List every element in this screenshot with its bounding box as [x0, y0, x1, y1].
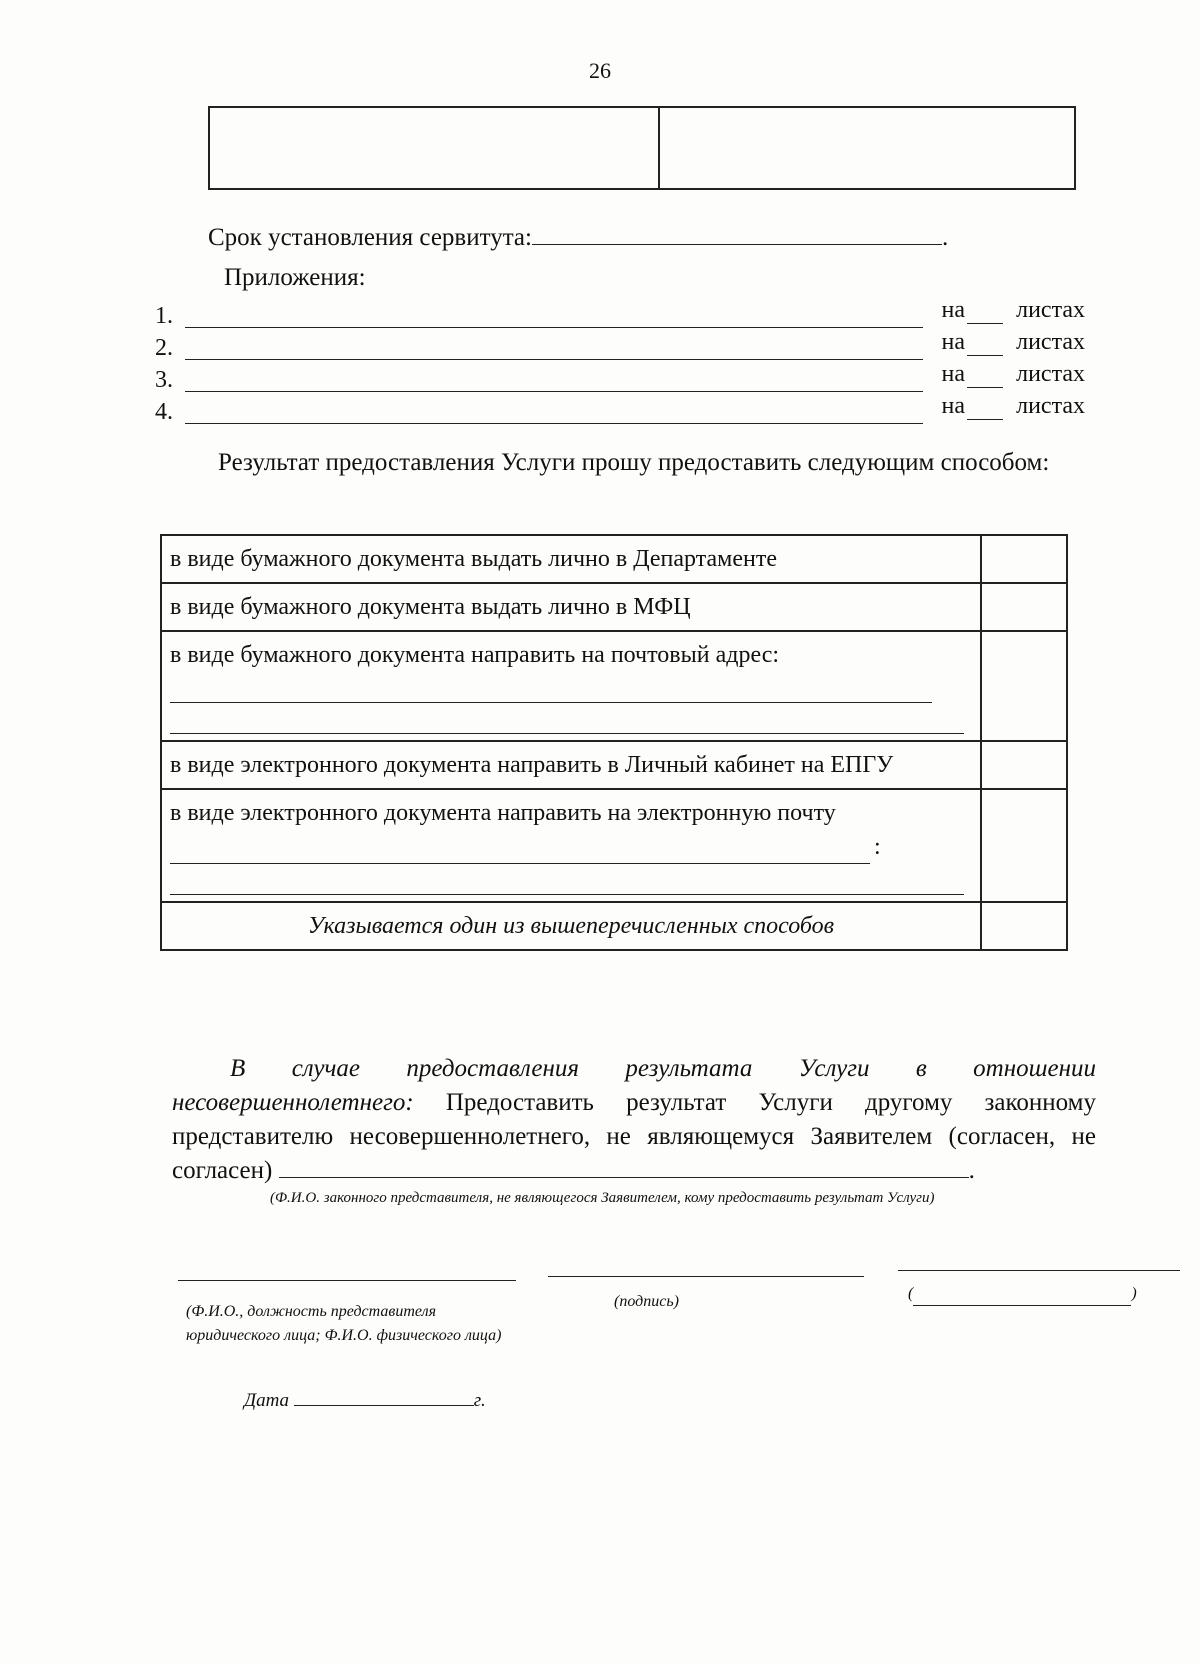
email-field-2[interactable] — [170, 864, 964, 895]
method-label-epgu: в виде электронного документа направить в Личный кабинет на ЕПГУ — [162, 742, 982, 788]
consent-field[interactable] — [279, 1177, 969, 1178]
method-row-mfc[interactable] — [162, 584, 1066, 632]
postal-address-field-1[interactable] — [170, 672, 932, 703]
minor-text: Предоставить результат Услуги другому законному представителю несовершеннолетнего, не являющемуся Заявителем (согласен, не согласен) — [172, 1089, 1097, 1184]
signature-caption-decoding: ( ) — [908, 1282, 1137, 1306]
method-row-postal[interactable] — [162, 632, 1066, 742]
method-label-email: в виде электронного документа направить на электронную почту — [170, 800, 836, 826]
method-label-mfc: в виде бумажного документа выдать лично в МФЦ — [162, 584, 982, 630]
representative-fio-caption: (Ф.И.О. законного представителя, не являющегося Заявителем, кому предоставить результат Услуги) — [270, 1190, 935, 1206]
method-row-email[interactable]: в виде электронного документа направить на электронную почту : — [162, 790, 1066, 903]
attachment-row-4: 4. на листах — [155, 393, 1085, 425]
signature-caption-fio: (Ф.И.О., должность представителя юридического лица; Ф.И.О. физического лица) — [186, 1303, 502, 1344]
method-checkbox-department[interactable] — [982, 536, 1066, 582]
top-table-cell-left — [210, 108, 660, 188]
delivery-method-table — [160, 534, 1068, 951]
appendices-title: Приложения: — [224, 264, 366, 291]
date-field[interactable] — [294, 1405, 474, 1406]
method-row-department[interactable] — [162, 536, 1066, 584]
attachment-2-field[interactable] — [185, 359, 923, 360]
attachment-3-field[interactable] — [185, 391, 923, 392]
method-checkbox-email[interactable] — [982, 790, 1066, 901]
date-row: Дата г. — [244, 1390, 486, 1411]
result-request-paragraph: Результат предоставления Услуги прошу предоставить следующим способом: — [218, 449, 1050, 476]
servitude-term-field[interactable] — [532, 244, 942, 245]
attachment-1-sheets-field[interactable] — [967, 323, 1003, 324]
servitude-label: Срок установления сервитута: — [208, 224, 532, 251]
attachment-2-sheets-field[interactable] — [967, 355, 1003, 356]
method-row-epgu[interactable] — [162, 742, 1066, 790]
attachment-row-1: 1. на листах — [155, 297, 1085, 329]
method-label-department: в виде бумажного документа выдать лично в Департаменте — [162, 536, 982, 582]
decoding-field[interactable] — [898, 1270, 1180, 1271]
method-checkbox-epgu[interactable] — [982, 742, 1066, 788]
attachment-4-sheets-field[interactable] — [967, 419, 1003, 420]
minor-representative-paragraph: В случае предоставления результата Услуги в отношении несовершеннолетнего: Предоставить результат Услуги другому законному представителю несовершеннолетнего, не являющемуся Заявителем (согласен, не согласен) . — [172, 1055, 1097, 1184]
attachment-4-field[interactable] — [185, 423, 923, 424]
method-label-postal: в виде бумажного документа направить на почтовый адрес: — [170, 642, 780, 668]
attachment-row-2: 2. на листах — [155, 329, 1085, 361]
minor-lead: В случае предоставления результата Услуги в отношении несовершеннолетнего: — [172, 1055, 1096, 1116]
servitude-term-line: Срок установления сервитута: . — [208, 224, 949, 251]
method-checkbox-postal[interactable] — [982, 632, 1066, 740]
method-checkbox-mfc[interactable] — [982, 584, 1066, 630]
attachment-1-field[interactable] — [185, 327, 923, 328]
date-label: Дата — [244, 1390, 290, 1411]
signature-caption-sign: (подпись) — [614, 1293, 679, 1310]
signature-field[interactable] — [548, 1276, 864, 1277]
email-field-1[interactable] — [170, 833, 870, 864]
fio-signature-field[interactable] — [178, 1280, 516, 1281]
method-note: Указывается один из вышеперечисленных способов — [162, 903, 982, 949]
page-number: 26 — [589, 58, 611, 83]
attachment-row-3: 3. на листах — [155, 361, 1085, 393]
postal-address-field-2[interactable] — [170, 703, 964, 734]
method-note-row — [162, 903, 1066, 949]
attachment-3-sheets-field[interactable] — [967, 387, 1003, 388]
empty-top-table — [208, 106, 1076, 190]
